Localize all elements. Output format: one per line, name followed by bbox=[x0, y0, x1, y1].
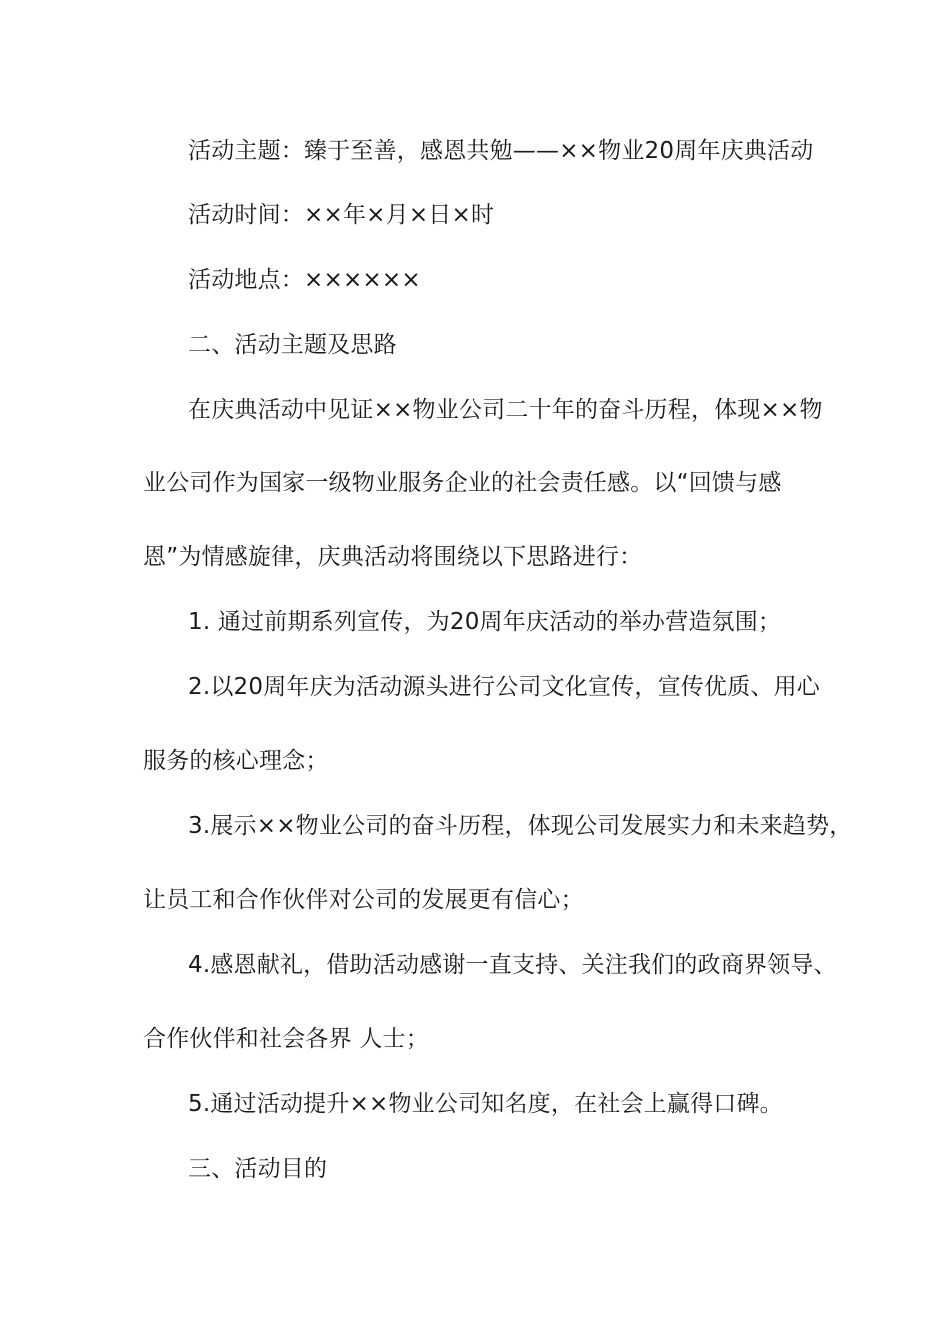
list-item-3-continuation: 让员工和合作伙伴对公司的发展更有信心； bbox=[143, 887, 584, 913]
list-item-5: 5.通过活动提升××物业公司知名度，在社会上赢得口碑。 bbox=[188, 1091, 783, 1117]
list-item-3: 3.展示××物业公司的奋斗历程，体现公司发展实力和未来趋势， bbox=[188, 813, 853, 839]
paragraph-line: 业公司作为国家一级物业服务企业的社会责任感。以“回馈与感 bbox=[143, 470, 782, 496]
activity-theme-line: 活动主题：臻于至善，感恩共勉——××物业20周年庆典活动 bbox=[188, 138, 814, 164]
list-item-2: 2.以20周年庆为活动源头进行公司文化宣传，宣传优质、用心 bbox=[188, 674, 821, 700]
list-item-4-continuation: 合作伙伴和社会各界 人士； bbox=[143, 1026, 429, 1052]
paragraph-line: 在庆典活动中见证××物业公司二十年的奋斗历程，体现××物 bbox=[188, 397, 823, 423]
list-item-1: 1. 通过前期系列宣传，为20周年庆活动的举办营造氛围； bbox=[188, 609, 782, 635]
section-heading-theme-and-ideas: 二、活动主题及思路 bbox=[188, 332, 397, 358]
activity-location-line: 活动地点：×××××× bbox=[188, 267, 421, 293]
paragraph-line: 恩”为情感旋律，庆典活动将围绕以下思路进行： bbox=[143, 544, 643, 570]
activity-time-line: 活动时间：××年×月×日×时 bbox=[188, 202, 495, 228]
list-item-2-continuation: 服务的核心理念； bbox=[143, 748, 329, 774]
list-item-4: 4.感恩献礼，借助活动感谢一直支持、关注我们的政商界领导、 bbox=[188, 952, 837, 978]
section-heading-objectives: 三、活动目的 bbox=[188, 1156, 328, 1182]
